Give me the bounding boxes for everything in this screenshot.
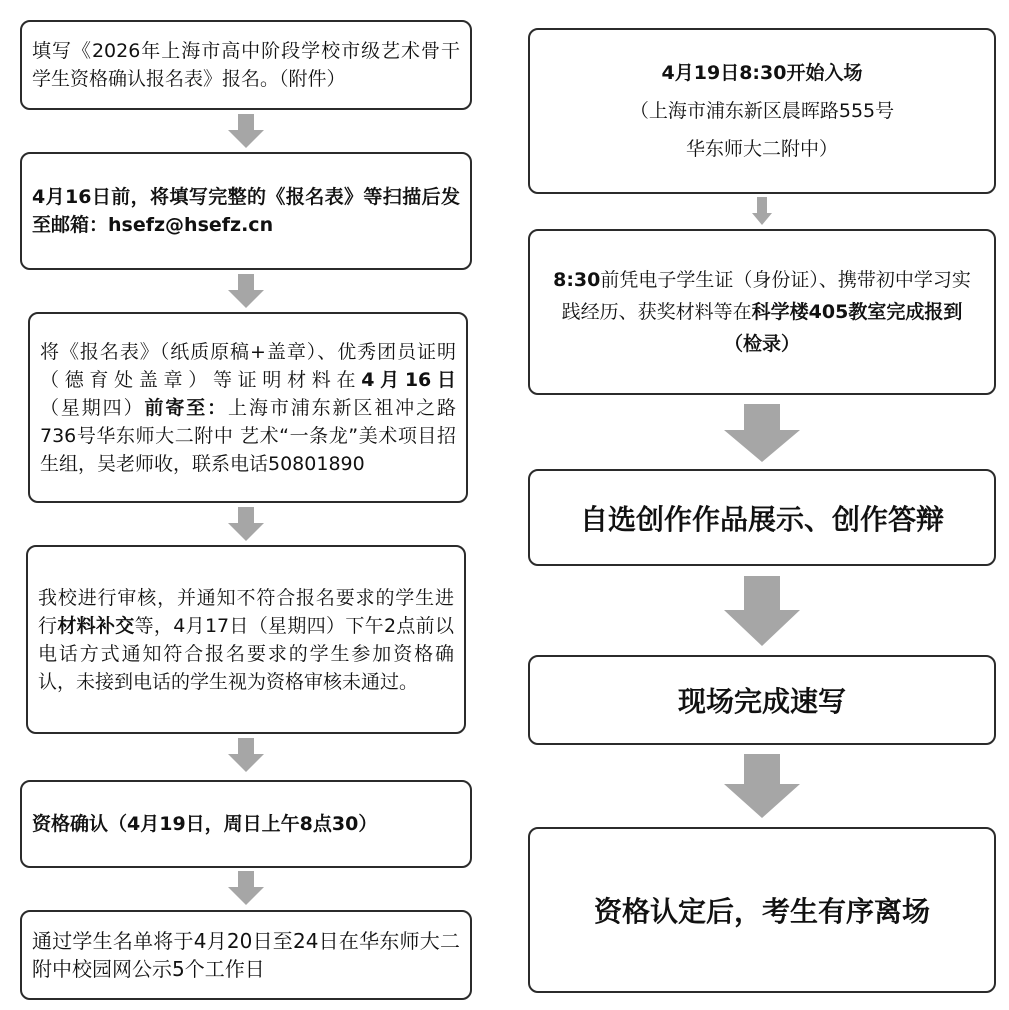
right-step-3-text: 自选创作作品展示、创作答辩 <box>579 502 944 536</box>
right-step-2-part1: 前凭电子学生证（身份证）、携带初中学习实践经历、获奖材料等在 <box>561 269 971 323</box>
left-step-6-box <box>20 910 472 1000</box>
left-step-3-part1: 将《报名表》（纸质原稿+盖章）、优秀团员证明（德育处盖章）等证明材料在 <box>40 340 456 391</box>
right-step-5-box <box>528 827 996 993</box>
left-step-3-date: 4月16日 <box>361 368 456 391</box>
left-step-5-box <box>20 780 472 868</box>
left-step-4-part1: 我校进行审核，并通知不符合报名要求的学生进行 <box>38 586 454 637</box>
left-step-3-send-to: 前寄至： <box>144 396 229 419</box>
left-step-3-part2: （星期四） <box>40 396 145 419</box>
right-step-5-text: 资格认定后，考生有序离场 <box>593 895 930 928</box>
left-step-2-text: 4月16日前，将填写完整的《报名表》等扫描后发至邮箱：hsefz@hsefz.cn <box>32 186 460 236</box>
right-step-2-text <box>530 264 994 360</box>
right-step-2-location: 科学楼405教室完成报到（检录） <box>723 301 963 355</box>
right-step-4-text: 现场完成速写 <box>677 685 846 718</box>
down-arrow-icon <box>228 738 264 772</box>
right-step-4-box <box>528 655 996 745</box>
left-step-6-text: 通过学生名单将于4月20日至24日在华东师大二附中校园网公示5个工作日 <box>32 929 460 981</box>
down-arrow-icon <box>228 114 264 148</box>
right-step-1-title: 4月19日8:30开始入场 <box>661 62 863 84</box>
left-step-2-box <box>20 152 472 270</box>
down-arrow-icon <box>228 274 264 308</box>
left-step-3-part3: 上海市浦东新区祖冲之路736号华东师大二附中 艺术“一条龙”美术项目招生组，吴老师收，联系电话50801890 <box>40 396 456 475</box>
right-step-2-time: 8:30 <box>553 269 601 291</box>
left-step-4-part2: 等，4月17日（星期四）下午2点前以电话方式通知符合报名要求的学生参加资格确认，未接到电话的学生视为资格审核未通过。 <box>38 614 454 693</box>
left-step-1-box <box>20 20 472 110</box>
right-step-1-box <box>528 28 996 194</box>
right-step-1-address: （上海市浦东新区晨晖路555号 <box>629 100 895 122</box>
down-arrow-icon <box>752 197 772 225</box>
left-step-3-text <box>30 338 466 478</box>
down-arrow-icon <box>228 507 264 541</box>
down-arrow-icon <box>228 871 264 905</box>
down-arrow-icon <box>724 404 800 462</box>
down-arrow-icon <box>724 754 800 818</box>
left-step-5-text: 资格确认（4月19日，周日上午8点30） <box>32 813 378 835</box>
down-arrow-icon <box>724 576 800 646</box>
left-step-4-material: 材料补交 <box>57 614 135 637</box>
right-step-1-school: 华东师大二附中） <box>685 138 838 160</box>
left-step-3-box <box>28 312 468 503</box>
left-step-4-text <box>28 584 464 696</box>
right-step-3-box <box>528 469 996 566</box>
right-step-2-box <box>528 229 996 395</box>
right-step-1-content <box>530 54 994 168</box>
left-step-4-box <box>26 545 466 734</box>
left-step-1-text: 填写《2026年上海市高中阶段学校市级艺术骨干学生资格确认报名表》报名。（附件） <box>32 40 460 90</box>
